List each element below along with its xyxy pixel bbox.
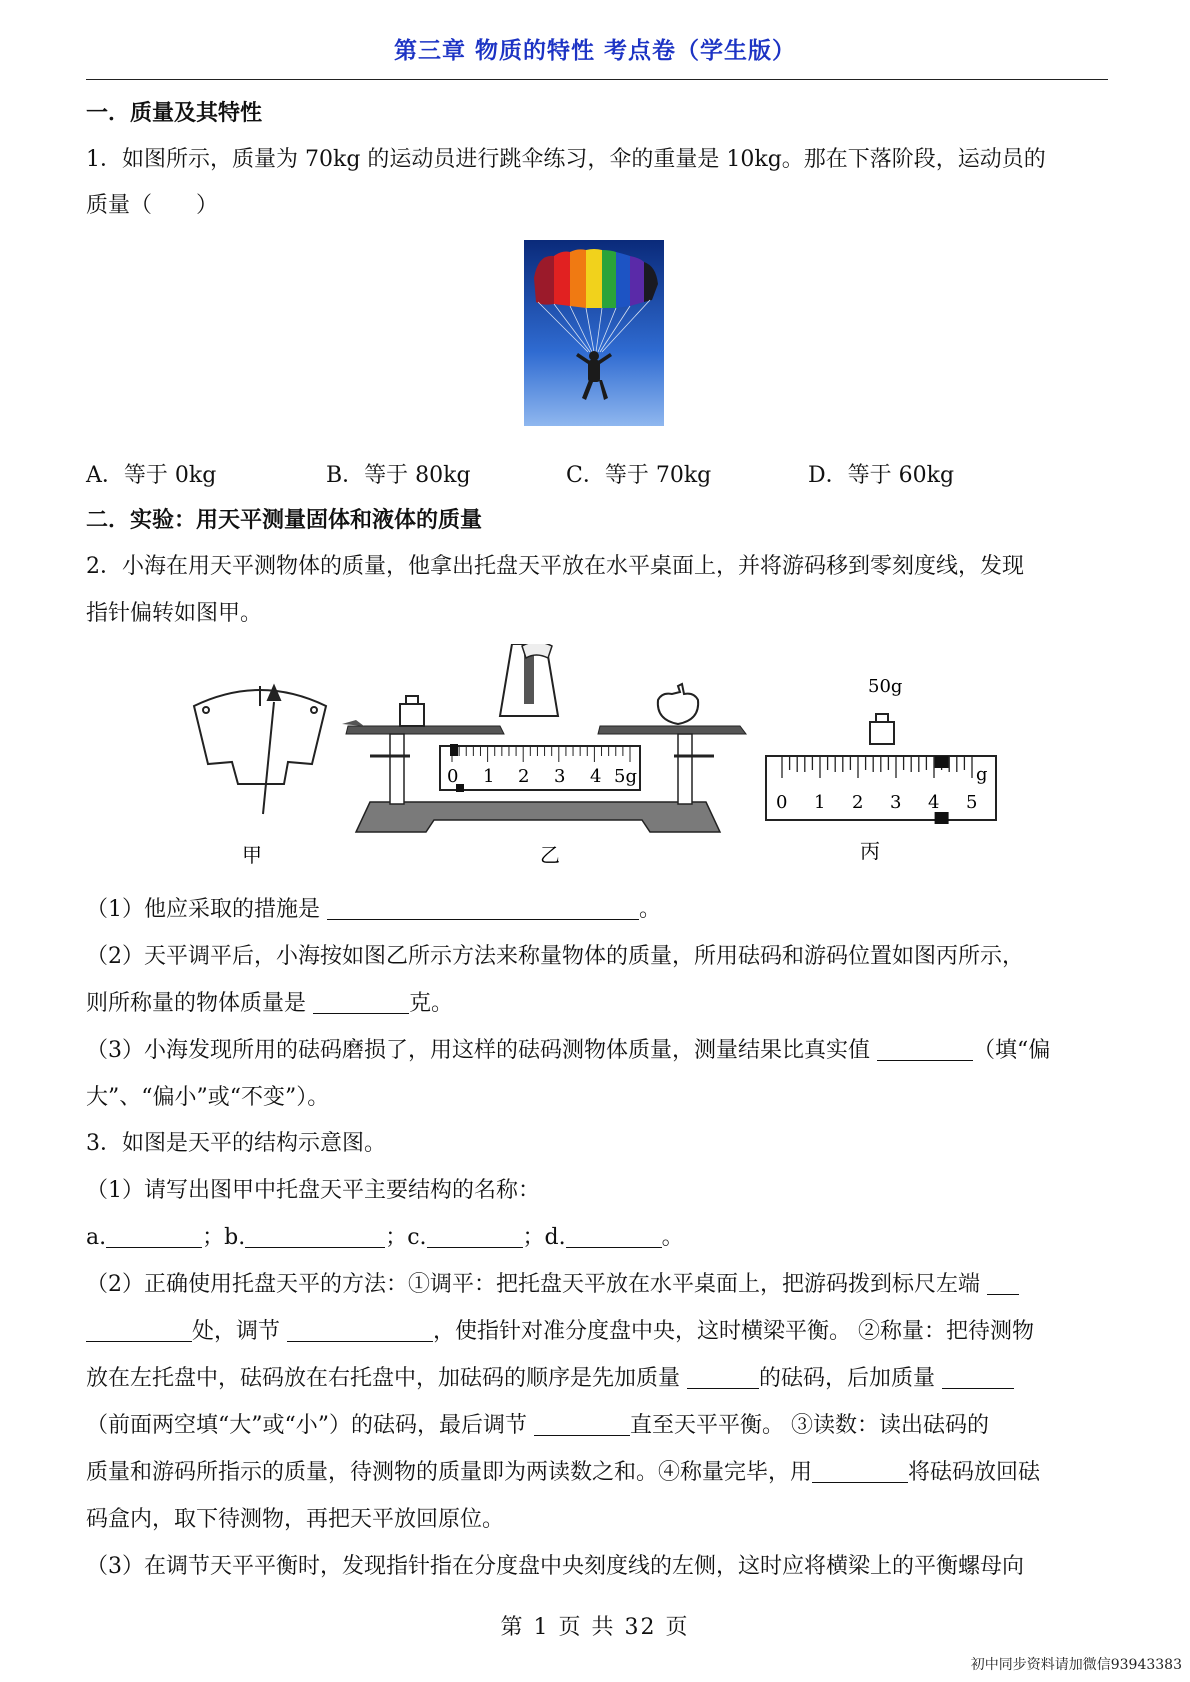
section-1-title: 一．质量及其特性 <box>86 101 263 126</box>
q2-sub3-blank[interactable] <box>877 1036 973 1061</box>
figure-label-bing: 丙 <box>860 839 880 863</box>
scale-tick-1: 1 <box>814 792 826 813</box>
q3-blank-c[interactable] <box>427 1223 523 1248</box>
beam-tick-4: 4 <box>590 766 602 787</box>
q1-stem-line2: 质量（ ） <box>86 193 219 218</box>
q3-blank-d[interactable] <box>566 1223 662 1248</box>
q3-sub3: （3）在调节天平平衡时，发现指针指在分度盘中央刻度线的左侧，这时应将横梁上的平衡螺母向 <box>86 1554 1025 1579</box>
q1-option-c[interactable]: C．等于 70kg <box>566 463 712 488</box>
q3-sub2-blank-1a[interactable] <box>987 1270 1019 1295</box>
q2-sub3-line1: （3）小海发现所用的砝码磨损了，用这样的砝码测物体质量，测量结果比真实值 （填“偏 <box>86 1038 1051 1063</box>
section-2-title: 二．实验：用天平测量固体和液体的质量 <box>86 508 483 533</box>
q1-option-b[interactable]: B．等于 80kg <box>326 463 471 488</box>
q2-stem-line1: 2．小海在用天平测物体的质量，他拿出托盘天平放在水平桌面上，并将游码移到零刻度线，发现 <box>86 554 1025 579</box>
beam-tick-1: 1 <box>483 766 495 787</box>
q3-sub1: （1）请写出图甲中托盘天平主要结构的名称： <box>86 1178 540 1203</box>
q3-sub2-line2: 处，调节 ，使指针对准分度盘中央，这时横梁平衡。 ②称量：把待测物 <box>86 1314 1034 1345</box>
beam-unit: 5g <box>614 766 637 787</box>
q3-sub2-blank-2[interactable] <box>287 1317 433 1342</box>
page-number: 第 1 页 共 32 页 <box>500 1615 690 1640</box>
q3-sub2-line3: 放在左托盘中，砝码放在右托盘中，加砝码的顺序是先加质量 的砝码，后加质量 <box>86 1361 1014 1392</box>
scale-tick-2: 2 <box>852 792 864 813</box>
q2-stem-line2: 指针偏转如图甲。 <box>86 601 263 626</box>
q3-sub2-line5: 质量和游码所指示的质量，待测物的质量即为两读数之和。④称量完毕，用 将砝码放回砝 <box>86 1460 1041 1485</box>
q3-sub2-blank-3[interactable] <box>687 1364 759 1389</box>
balance-figure <box>180 644 1020 870</box>
rider-marker-bottom <box>935 812 949 824</box>
beam-tick-2: 2 <box>518 766 530 787</box>
q2-sub2-line2: 则所称量的物体质量是 克。 <box>86 991 454 1016</box>
scale-tick-5: 5 <box>966 792 978 813</box>
scale-tick-4: 4 <box>928 792 940 813</box>
header-divider <box>86 79 1108 80</box>
beam-tick-3: 3 <box>554 766 566 787</box>
q1-option-a[interactable]: A．等于 0kg <box>86 463 217 488</box>
q3-stem: 3．如图是天平的结构示意图。 <box>86 1131 386 1156</box>
figure-bing-scale <box>766 676 996 824</box>
q1-stem-line1: 1．如图所示，质量为 70kg 的运动员进行跳伞练习，伞的重量是 10kg。那在下落阶段，运动员的 <box>86 147 1046 172</box>
beam-tick-0: 0 <box>447 766 459 787</box>
rider-marker-top <box>935 756 949 768</box>
scale-tick-3: 3 <box>890 792 902 813</box>
figure-yi-balance <box>342 644 746 832</box>
q3-blanks-row: a. ；b. ；c. ；d. 。 <box>86 1225 684 1250</box>
page-title: 第三章 物质的特性 考点卷（学生版） <box>393 38 796 64</box>
q3-sub2-blank-4[interactable] <box>942 1364 1014 1389</box>
q3-sub2-line6: 码盒内，取下待测物，再把天平放回原位。 <box>86 1507 505 1532</box>
q3-sub2-line1: （2）正确使用托盘天平的方法：①调平：把托盘天平放在水平桌面上，把游码拨到标尺左端 <box>86 1267 1019 1298</box>
scale-unit: g <box>976 764 988 785</box>
q2-sub1: （1）他应采取的措施是 。 <box>86 897 662 922</box>
figure-jia-dial <box>194 686 326 814</box>
figure-label-jia: 甲 <box>242 843 262 867</box>
q2-sub2-line1: （2）天平调平后，小海按如图乙所示方法来称量物体的质量，所用砝码和游码位置如图丙所示， <box>86 944 1025 969</box>
scale-tick-0: 0 <box>776 792 788 813</box>
q1-option-d[interactable]: D．等于 60kg <box>808 463 955 488</box>
q3-sub2-blank-6[interactable] <box>812 1458 908 1483</box>
q3-sub2-line4: （前面两空填“大”或“小”）的砝码，最后调节 直至天平平衡。 ③读数：读出砝码的 <box>86 1413 989 1438</box>
parachute-image <box>524 240 664 426</box>
q3-blank-a[interactable] <box>106 1223 202 1248</box>
weight-label-50g: 50g <box>868 676 903 697</box>
q3-sub2-blank-1b[interactable] <box>86 1317 192 1342</box>
q3-sub2-blank-5[interactable] <box>534 1411 630 1436</box>
q3-blank-b[interactable] <box>245 1223 385 1248</box>
q2-sub1-blank[interactable] <box>327 895 639 920</box>
watermark: 初中同步资料请加微信93943383 <box>970 1657 1182 1673</box>
q2-sub2-blank[interactable] <box>313 989 409 1014</box>
q2-sub3-line2: 大”、“偏小”或“不变”）。 <box>86 1085 330 1110</box>
figure-label-yi: 乙 <box>540 843 560 867</box>
